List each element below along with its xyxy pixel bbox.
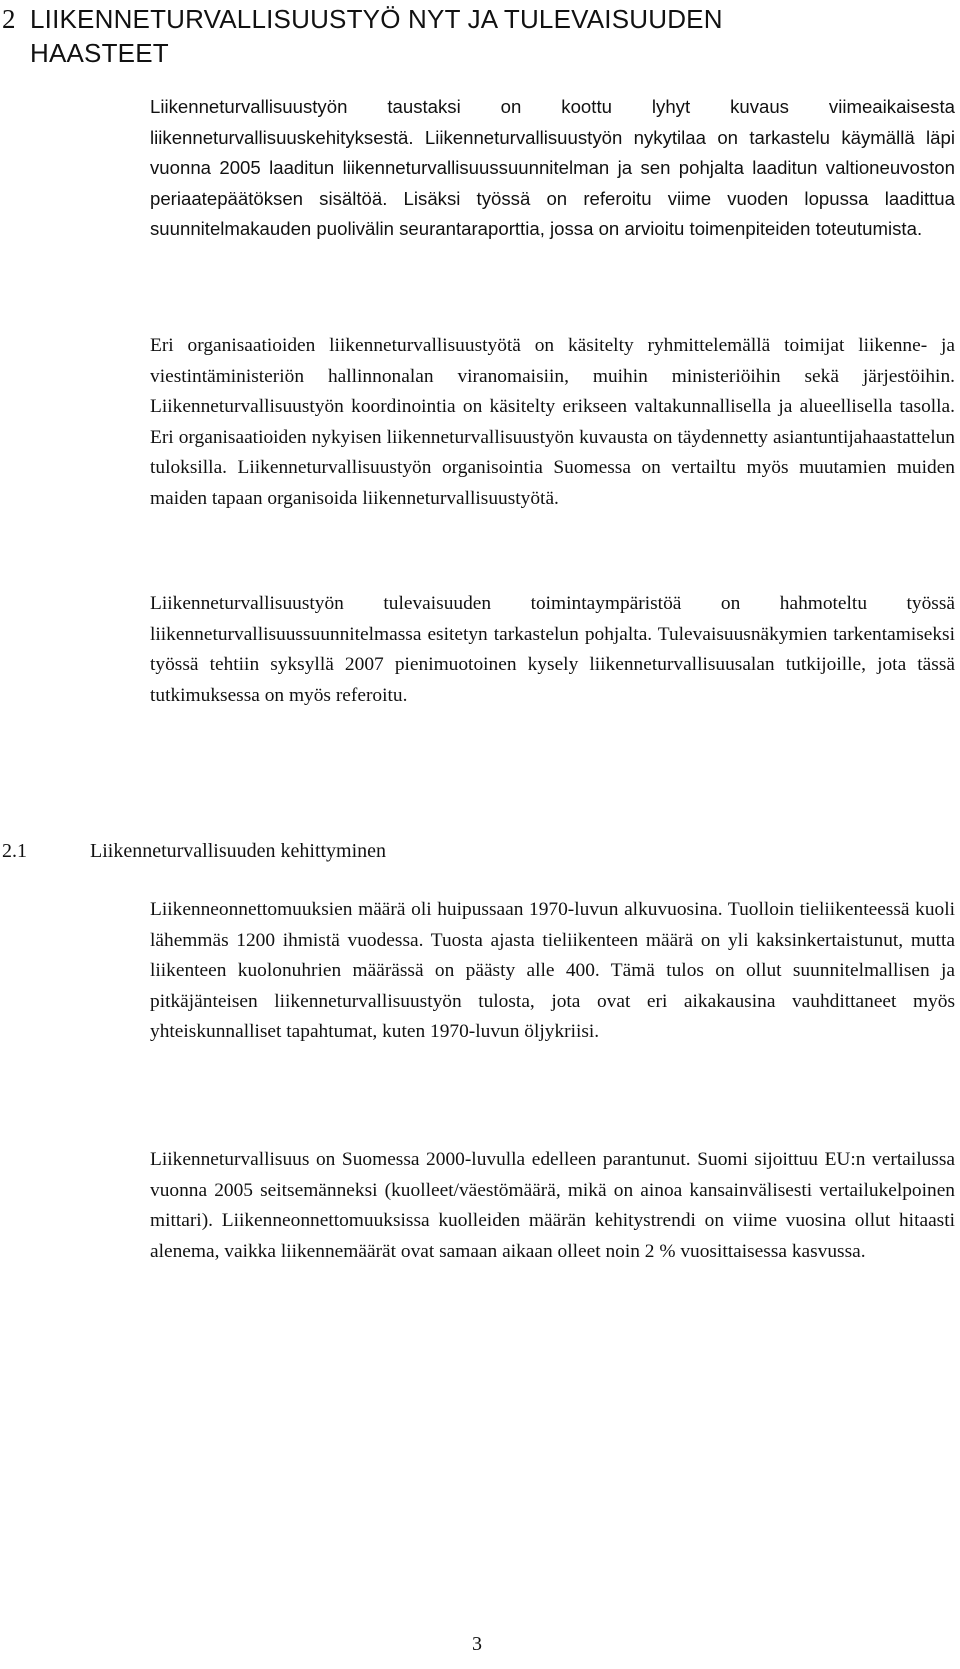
section-title: Liikenneturvallisuuden kehittyminen	[90, 840, 387, 862]
intro-paragraph-3: Liikenneturvallisuustyön tulevaisuuden toimintaympäristöä on hahmoteltu työssä liikenneturvallisuussuunnitelmassa esitetyn tarkastelun pohjalta. Tulevaisuusnäkymien tarkentamiseksi työssä tehtiin syksyllä 2007 pienimuotoinen kysely liikenneturvallisuusalan tutkijoille, jota tässä tutkimuksessa on myös referoitu.	[150, 593, 955, 706]
section-paragraph-2: Liikenneturvallisuus on Suomessa 2000-luvulla edelleen parantunut. Suomi sijoittuu EU:n vertailussa vuonna 2005 seitsemänneksi (kuolleet/väestömäärä, mikä on ainoa kansainvälisesti vertailukelpoinen mittari). Liikenneonnettomuuksissa kuolleiden määrän kehitystrendi on viime vuosina ollut hitaasti alenema, vaikka liikennemäärät ovat samaan aikaan olleet noin 2 % vuosittaisessa kasvussa.	[150, 1149, 955, 1262]
section-paragraph-1: Liikenneonnettomuuksien määrä oli huipussaan 1970-luvun alkuvuosina. Tuolloin tieliikenteessä kuoli lähemmäs 1200 ihmistä vuodessa. Tuosta ajasta tieliikenteen määrä on yli kaksinkertaistunut, mutta liikenteen kuolonuhrien määrässä on päästy alle 400. Tämä tulos on ollut suunnitelmallisen ja pitkäjänteisen liikenneturvallisuustyön tulosta, jota ovat eri aikakausina vauhdittaneet myös yhteiskunnalliset tapahtumat, kuten 1970-luvun öljykriisi.	[150, 899, 955, 1042]
chapter-number: 2	[2, 4, 16, 34]
intro-paragraph-1: Liikenneturvallisuustyön taustaksi on koottu lyhyt kuvaus viimeaikaisesta liikenneturvallisuuskehityksestä. Liikenneturvallisuustyön nykytilaa on tarkastelu käymällä läpi vuonna 2005 laaditun liikenneturvallisuussuunnitelman ja sen pohjalta laaditun valtioneuvoston periaatepäätöksen sisältöä. Lisäksi työssä on referoitu viime vuoden lopussa laadittua suunnitelmakauden puolivälin seurantaraporttia, jossa on arvioitu toimenpiteiden toteutumista.	[150, 96, 955, 239]
page-number	[0, 1631, 960, 1657]
chapter-title: LIIKENNETURVALLISUUSTYÖ NYT JA TULEVAISUUDEN HAASTEET	[30, 4, 723, 68]
section-number: 2.1	[2, 840, 27, 862]
intro-paragraph-2: Eri organisaatioiden liikenneturvallisuustyötä on käsitelty ryhmittelemällä toimijat liikenne- ja viestintäministeriön hallinnonalan viranomaisiin, muihin ministeriöihin sekä järjestöihin. Liikenneturvallisuustyön koordinointia on käsitelty erikseen valtakunnallisella ja alueellisella tasolla. Eri organisaatioiden nykyisen liikenneturvallisuustyön kuvausta on täydennetty asiantuntijahaastattelun tuloksilla. Liikenneturvallisuustyön organisointia Suomessa on vertailtu myös muutamien muiden maiden tapaan organisoida liikenneturvallisuustyötä.	[150, 335, 955, 509]
page-number-text: 3	[472, 1633, 482, 1655]
